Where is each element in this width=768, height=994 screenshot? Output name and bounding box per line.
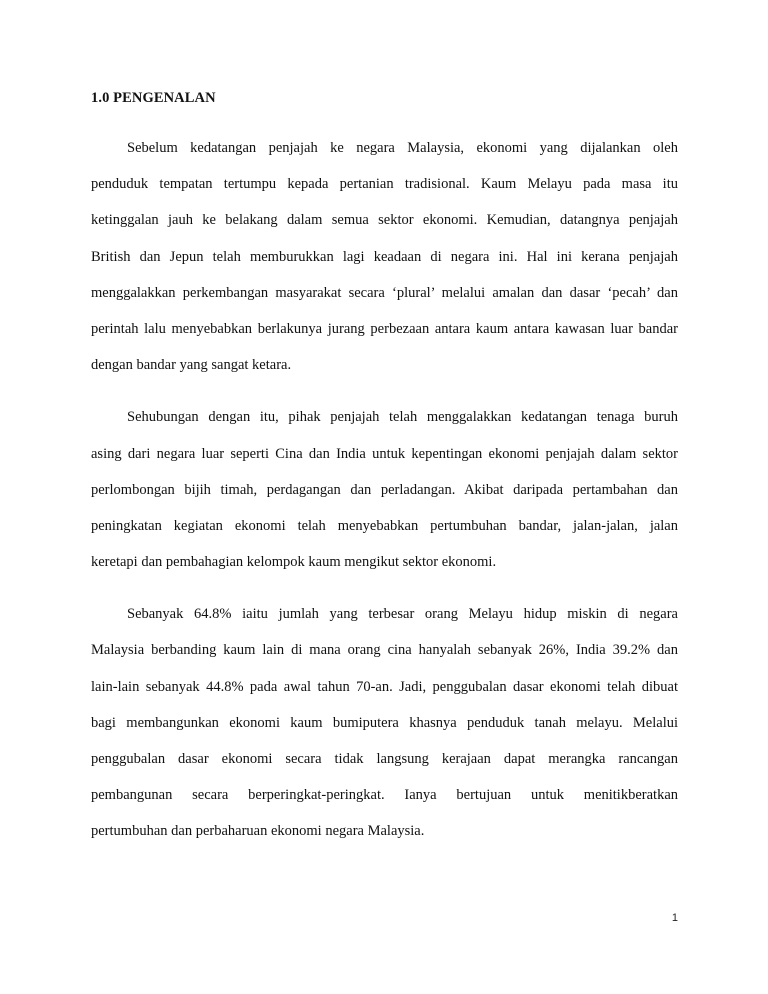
text-line: British dan Jepun telah memburukkan lagi keadaan di negara ini. Hal ini kerana penjajah (91, 248, 678, 265)
text-line: ketinggalan jauh ke belakang dalam semua sektor ekonomi. Kemudian, datangnya penjajah (91, 212, 678, 229)
text-line: peningkatan kegiatan ekonomi telah menyebabkan pertumbuhan bandar, jalan-jalan, jalan (91, 517, 678, 534)
text-line: bagi membangunkan ekonomi kaum bumiputera khasnya penduduk tanah melayu. Melalui (91, 714, 678, 731)
paragraph-1 (91, 136, 678, 389)
text-line: keretapi dan pembahagian kelompok kaum mengikut sektor ekonomi. (91, 554, 497, 571)
paragraph-2 (91, 405, 678, 586)
text-line: menggalakkan perkembangan masyarakat secara ‘plural’ melalui amalan dan dasar ‘pecah’ dan (91, 284, 678, 301)
section-heading: 1.0 PENGENALAN (91, 90, 216, 106)
paragraph-3 (91, 602, 678, 855)
text-line: penduduk tempatan tertumpu kepada pertanian tradisional. Kaum Melayu pada masa itu (91, 176, 678, 193)
text-line: Sebanyak 64.8% iaitu jumlah yang terbesar orang Melayu hidup miskin di negara (127, 606, 678, 623)
text-line: Sehubungan dengan itu, pihak penjajah telah menggalakkan kedatangan tenaga buruh (127, 409, 678, 426)
page-number: 1 (671, 912, 678, 924)
text-line: Sebelum kedatangan penjajah ke negara Malaysia, ekonomi yang dijalankan oleh (127, 140, 678, 156)
text-line: asing dari negara luar seperti Cina dan India untuk kepentingan ekonomi penjajah dalam sektor (91, 445, 678, 462)
text-line: penggubalan dasar ekonomi secara tidak langsung kerajaan dapat merangka rancangan (91, 751, 678, 767)
text-line: dengan bandar yang sangat ketara. (91, 357, 292, 374)
text-line: pembangunan secara berperingkat-peringkat. Ianya bertujuan untuk menitikberatkan (91, 787, 678, 804)
body-text (91, 136, 678, 872)
text-line: Malaysia berbanding kaum lain di mana orang cina hanyalah sebanyak 26%, India 39.2% dan (91, 642, 678, 659)
text-line: perlombongan bijih timah, perdagangan dan perladangan. Akibat daripada pertambahan dan (91, 481, 678, 498)
text-line: pertumbuhan dan perbaharuan ekonomi negara Malaysia. (91, 823, 425, 840)
text-line: lain-lain sebanyak 44.8% pada awal tahun 70-an. Jadi, penggubalan dasar ekonomi telah dibuat (91, 678, 678, 695)
text-line: perintah lalu menyebabkan berlakunya jurang perbezaan antara kaum antara kawasan luar bandar (91, 320, 678, 337)
